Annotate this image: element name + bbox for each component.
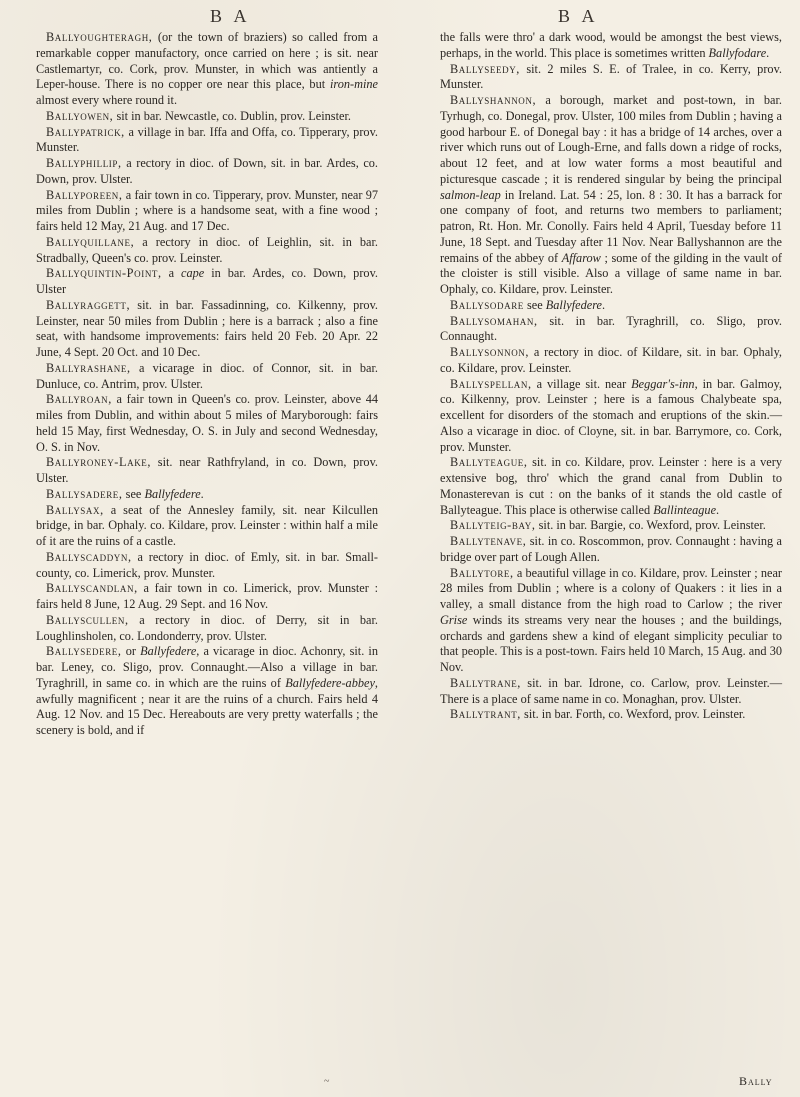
entry-text: sit. in co. Roscommon, prov. Connaught : having a bridge over part of Lough Allen. (440, 534, 782, 564)
entry-text: a seat of the Annesley family, sit. near Kilcullen bridge, in bar. Ophaly. co. Kildare, prov. Leinster : within half a mile of it are the ruins of a castle. (36, 502, 378, 548)
entry-text: a beautiful village in co. Kildare, prov. Leinster ; near 28 miles from Dublin ; where is a colony of Quakers : it lies in a valley, a small distance from the high road to Carlow ; the river (440, 565, 782, 611)
entry-headword: Ballytenave, (450, 534, 527, 548)
entry-italic: cape (181, 266, 205, 281)
entry-text: see (122, 486, 145, 501)
gazetteer-entry (36, 361, 378, 393)
entry-headword: Ballysomahan, (450, 313, 538, 328)
gazetteer-entry (440, 345, 782, 377)
gazetteer-entry (440, 707, 782, 723)
gazetteer-entry (440, 314, 782, 346)
entry-text: in bar. Ardes, co. Down, prov. Ulster (36, 266, 379, 296)
entry-headword: Ballyteig-bay, (450, 518, 536, 533)
gazetteer-entry (36, 455, 378, 487)
entry-headword: Ballyteague, (450, 455, 528, 470)
entry-italic: Affarow (561, 250, 601, 265)
entry-text: a borough, market and post-town, in bar. Tyrhugh, co. Donegal, prov. Ulster, 100 miles from Dublin ; having a good harbour E. of Donegal bay : it has a bridge of 14 arches, over a river which runs out of Lough-Erne, and falls down a ridge of rocks, about 12 feet, and at low water forms a most beautiful and picturesque cascade ; it is rendered singular by being the principal (440, 93, 782, 186)
entry-headword: Ballytrant, (450, 707, 521, 722)
gazetteer-entry (440, 377, 782, 456)
entry-headword: Ballyscaddyn, (46, 549, 132, 564)
gazetteer-entry (440, 93, 782, 298)
entry-headword: Ballyphillip, (46, 156, 122, 170)
entry-headword: Ballyporeen, (46, 187, 123, 202)
gazetteer-entry (36, 392, 378, 455)
entry-text: a (161, 266, 182, 281)
entry-italic: Ballyfedere (144, 486, 201, 501)
right-column (440, 30, 782, 723)
entry-text: or (121, 644, 141, 659)
entry-text: sit. in bar. Forth, co. Wexford, prov. Leinster. (520, 707, 746, 722)
entry-headword: Ballyraggett, (46, 297, 131, 312)
gazetteer-entry (36, 125, 378, 157)
printer-mark: ~ (324, 1076, 330, 1087)
gazetteer-entry (36, 644, 378, 739)
entry-text: . (716, 502, 720, 517)
entry-headword: Ballyseedy, (450, 61, 520, 76)
entry-italic: Ballyfedere (140, 644, 197, 659)
entry-text: sit. in bar. Tyraghrill, co. Sligo, prov. Connaught. (440, 313, 782, 344)
gazetteer-entry (36, 613, 378, 645)
entry-headword: Ballyroan, (46, 392, 112, 407)
gazetteer-entry (440, 62, 782, 94)
entry-headword: Ballysadere, (46, 486, 123, 501)
entry-text: sit. in bar. Bargie, co. Wexford, prov. Leinster. (535, 518, 766, 533)
gazetteer-entry (36, 487, 378, 503)
entry-headword: Ballysodare (450, 297, 524, 312)
entry-text: . (601, 297, 606, 312)
entry-headword: Ballyroney-Lake, (46, 455, 152, 470)
entry-italic: Ballyfodare (708, 45, 767, 60)
entry-text: a fair town in co. Limerick, prov. Munster : fairs held 8 June, 12 Aug. 29 Sept. and 16 Nov. (36, 581, 378, 611)
entry-text: a fair town in Queen's co. prov. Leinster, above 44 miles from Dublin, and within about 5 miles of Maryborough: fairs held 15 May, first Wednesday, O. S. in July and second Wednesday, O. S. in Nov. (36, 392, 378, 454)
gazetteer-entry (36, 298, 378, 361)
entry-text: , awfully magnificent ; near it are the ruins of a church. Fairs held 4 Aug. 12 Nov. and 15 Dec. Hereabouts are very pretty waterfalls ; the scenery is bold, and if (36, 675, 378, 737)
gazetteer-entry (440, 298, 782, 314)
entry-text: sit. near Rathfryland, in co. Down, prov. Ulster. (36, 455, 378, 485)
entry-text: . (200, 486, 204, 501)
gazetteer-entry (440, 518, 782, 534)
entry-text: a village in bar. Iffa and Offa, co. Tipperary, prov. Munster. (36, 124, 378, 155)
entry-italic: iron-mine (329, 77, 378, 92)
entry-text: , a vicarage in dioc. Achonry, sit. in bar. Leney, co. Sligo, prov. Connaught.—Also a village in bar. Tyraghrill, in same co. in which are the ruins of (36, 644, 378, 690)
entry-text: in Ireland. Lat. 54 : 25, lon. 8 : 30. It has a barrack for one company of foot, and returns two members to parliament; patron, Rt. Hon. Mr. Conolly. Fairs held 4 April, Tuesday before 11 June, 18 Sept. and Tuesday after 11 Nov. Near Ballyshannon are the remains of the abbey of (440, 187, 782, 265)
page-footer (0, 1074, 800, 1090)
running-header (0, 6, 800, 30)
gazetteer-entry (36, 581, 378, 613)
gazetteer-entry (36, 188, 378, 235)
entry-text: sit. in bar. Idrone, co. Carlow, prov. Leinster.—There is a place of same name in co. Monaghan, prov. Ulster. (440, 675, 782, 706)
entry-text: sit in bar. Newcastle, co. Dublin, prov. Leinster. (113, 108, 351, 123)
entry-headword: Ballyoughteragh, (46, 30, 153, 44)
entry-italic: Beggar's-inn (631, 376, 695, 391)
left-column (36, 30, 378, 739)
header-left: B A (210, 6, 251, 26)
entry-text: sit. in bar. Fassadinning, co. Kilkenny, prov. Leinster, near 50 miles from Dublin ; here is a barrack ; also a fine seat, with handsome improvements: fairs held 20 Feb. 20 Apr. 22 June, 4 Sept. 20 Oct. and 10 Dec. (36, 297, 378, 359)
entry-text: the falls were thro' a dark wood, would be amongst the best views, perhaps, in the world. This place is sometimes written (440, 30, 782, 60)
entry-text: . (766, 45, 770, 60)
entry-headword: Ballysedere, (46, 644, 122, 659)
entry-text: a rectory in dioc. of Kildare, sit. in bar. Ophaly, co. Kildare, prov. Leinster. (440, 345, 782, 375)
gazetteer-entry (36, 550, 378, 582)
gazetteer-entry (440, 30, 782, 62)
entry-text: , in bar. Galmoy, co. Kilkenny, prov. Leinster ; here is a famous Chalybeate spa, excellent for disorders of the stomach and eruptions of the skin.—Also a vicarage in dioc. of Cloyne, sit. in bar. Barrymore, co. Cork, prov. Munster. (440, 376, 782, 454)
entry-italic: Ballinteague (653, 502, 717, 517)
entry-italic: Grise (440, 612, 468, 627)
entry-text: sit. 2 miles S. E. of Tralee, in co. Kerry, prov. Munster. (440, 61, 782, 92)
entry-headword: Ballysax, (46, 502, 104, 517)
entry-italic: salmon-leap (440, 187, 501, 202)
entry-text: a rectory in dioc. of Down, sit. in bar. Ardes, co. Down, prov. Ulster. (36, 156, 378, 186)
entry-headword: Ballyowen, (46, 108, 114, 123)
entry-italic: Ballyfedere (545, 297, 602, 312)
entry-text: (or the town of braziers) so called from a remarkable copper manufactory, once carried on here ; is sit. near Castlemartyr, co. Cork, prov. Munster, in which was antiently a Leper-house. There is no copper ore near this place, but (36, 30, 378, 92)
entry-text: a vicarage in dioc. of Connor, sit. in bar. Dunluce, co. Antrim, prov. Ulster. (36, 360, 378, 391)
entry-text: a rectory in dioc. of Leighlin, sit. in bar. Stradbally, Queen's co. prov. Leinster. (36, 234, 378, 265)
gazetteer-entry (36, 235, 378, 267)
entry-headword: Ballysonnon, (450, 345, 530, 359)
gazetteer-entry (36, 30, 378, 109)
gazetteer-entry (440, 455, 782, 518)
gazetteer-entry (440, 534, 782, 566)
entry-headword: Ballyquintin-Point, (46, 266, 162, 281)
entry-text: see (523, 297, 546, 312)
entry-headword: Ballytore, (450, 565, 514, 580)
gazetteer-entry (440, 676, 782, 708)
entry-text: winds its streams very near the houses ; and the buildings, orchards and gardens shew a kind of elegant simplicity peculiar to that people. This is a post-town. Fairs held 10 March, 15 Aug. and 30 Nov. (440, 612, 782, 674)
entry-headword: Ballytrane, (450, 675, 521, 690)
entry-headword: Ballyspellan, (450, 376, 532, 391)
entry-headword: Ballyrashane, (46, 360, 131, 375)
entry-text: sit. in co. Kildare, prov. Leinster : here is a very extensive bog, thro' which the grand canal from Dublin to Monasterevan is cut : on the banks of it stands the old castle of Ballyteague. This place is otherwise called (440, 455, 782, 517)
entry-headword: Ballyscullen, (46, 612, 129, 627)
entry-headword: Ballypatrick, (46, 124, 125, 139)
entry-text: ; some of the gilding in the vault of the cloister is still visible. Also a village of same name in bar. Ophaly, co. Kildare, prov. Leinster. (440, 250, 783, 296)
entry-headword: Ballyshannon, (450, 93, 537, 107)
entry-text: a rectory in dioc. of Derry, sit in bar. Loughlinsholen, co. Londonderry, prov. Ulster. (36, 612, 378, 643)
entry-text: a village sit. near (531, 376, 632, 391)
gazetteer-entry (36, 156, 378, 188)
gazetteer-entry (36, 109, 378, 125)
gazetteer-entry (440, 566, 782, 676)
entry-headword: Ballyscandlan, (46, 581, 138, 596)
gazetteer-entry (36, 266, 378, 298)
entry-headword: Ballyquillane, (46, 234, 135, 249)
gazetteer-entry (36, 503, 378, 550)
entry-italic: Ballyfedere-abbey (285, 675, 375, 690)
entry-text: a fair town in co. Tipperary, prov. Munster, near 97 miles from Dublin ; where is a handsome seat, with a fine wood ; fairs held 12 May, 21 Aug. and 17 Dec. (36, 187, 378, 233)
entry-text: a rectory in dioc. of Emly, sit. in bar. Small-county, co. Limerick, prov. Munster. (36, 549, 378, 580)
catchword: Bally (739, 1074, 773, 1088)
header-right: B A (558, 6, 599, 26)
entry-text: almost every where round it. (36, 93, 178, 107)
